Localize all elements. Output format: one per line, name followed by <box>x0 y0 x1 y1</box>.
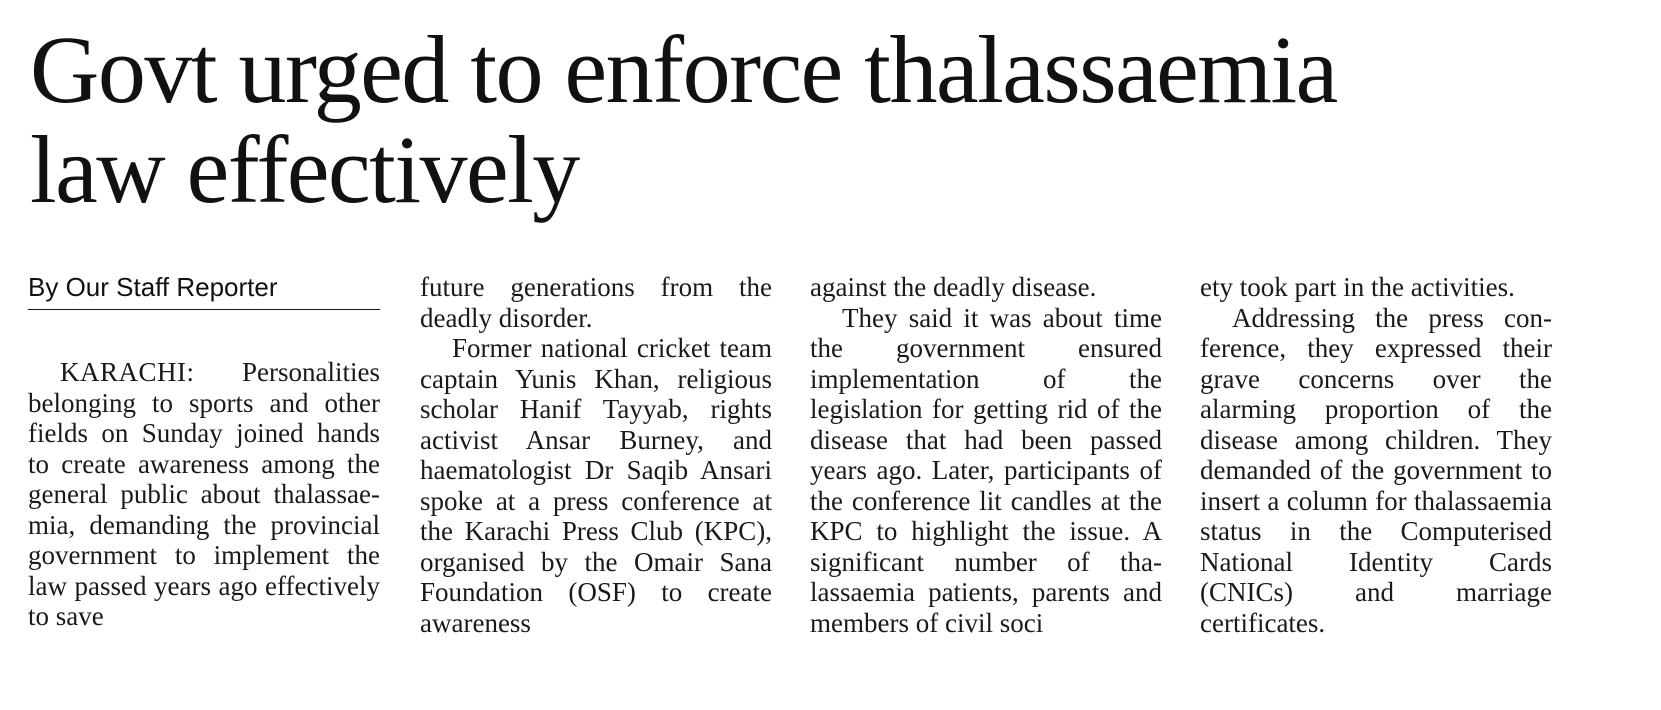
headline-line-2: law effectively <box>30 116 579 223</box>
article-body <box>28 272 1633 702</box>
article-column-3 <box>810 272 1162 638</box>
headline-line-1: Govt urged to enforce thalassaemia <box>30 16 1337 123</box>
dateline: KARACHI: <box>60 357 195 387</box>
article-column-1 <box>28 272 380 632</box>
paragraph-continued: against the deadly disease. <box>810 272 1097 302</box>
headline <box>30 16 1630 223</box>
paragraph: They said it was about time the government ensured implementation of the legislation for getting rid of the disease that had been passed years ago. Later, participants of the conference lit candles at the KPC to highlight the issue. A significant number of thalassaemia patients, parents and members of civil soci <box>810 302 1162 638</box>
article-column-2 <box>420 272 772 638</box>
paragraph-intro <box>28 357 380 632</box>
paragraph: Addressing the press conference, they expressed their grave concerns over the alarming proportion of the disease among children. They demanded of the government to insert a column for thalassaemia status in the Computerised National Identity Cards (CNICs) and marriage certificates. <box>1200 302 1552 638</box>
paragraph-continued: future generations from the deadly disorder. <box>420 272 772 333</box>
paragraph-intro-text: Personalities belonging to sports and other fields on Sunday joined hands to create awareness among the general public about thalassaemia, demanding the provincial government to implement the law passed years ago effectively to save <box>28 357 380 631</box>
paragraph-continued: ety took part in the activities. <box>1200 272 1515 302</box>
byline: By Our Staff Reporter <box>28 272 380 310</box>
article-column-4 <box>1200 272 1552 638</box>
paragraph: Former national cricket team captain Yunis Khan, religious scholar Hanif Tayyab, rights activist Ansar Burney, and haematologist Dr Saqib Ansari spoke at a press conference at the Karachi Press Club (KPC), organised by the Omair Sana Foundation (OSF) to create awareness <box>420 333 772 638</box>
